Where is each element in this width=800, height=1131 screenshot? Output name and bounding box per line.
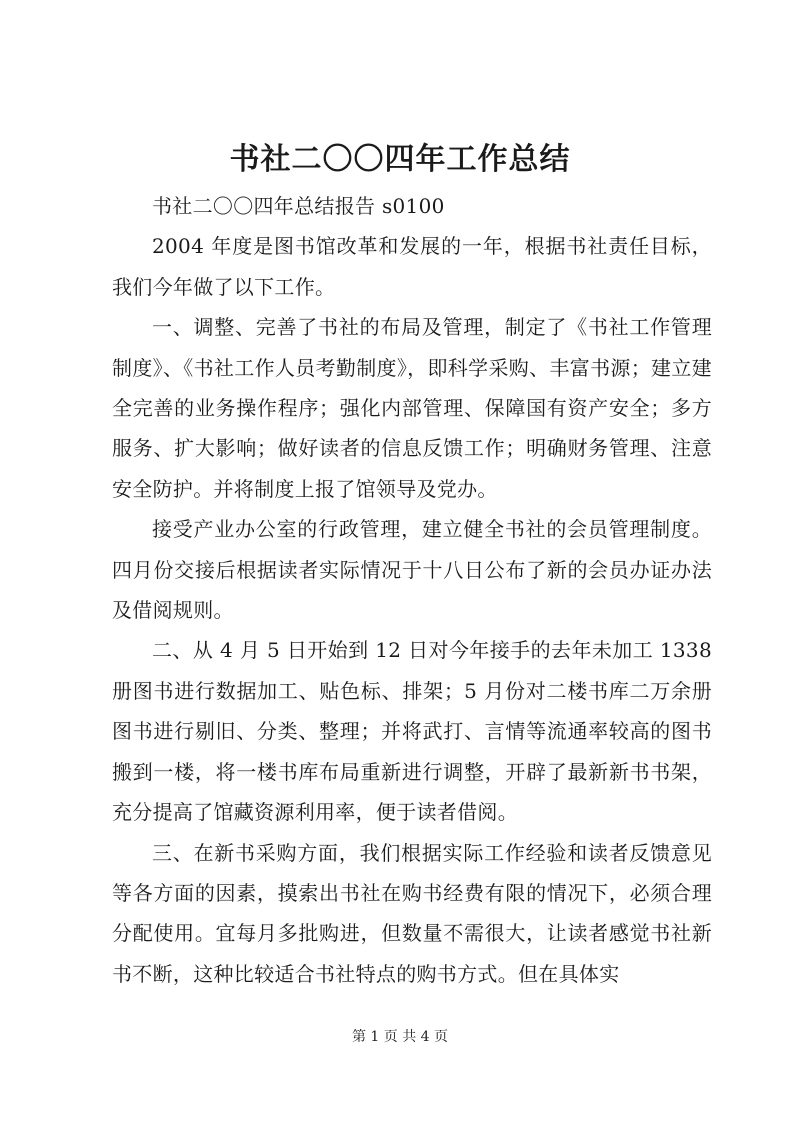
- paragraph-membership: 接受产业办公室的行政管理，建立健全书社的会员管理制度。四月份交接后根据读者实际情况于十八日公布了新的会员办证办法及借阅规则。: [112, 517, 712, 623]
- document-body: [112, 186, 712, 994]
- document-title: 书社二〇〇四年工作总结: [229, 142, 571, 177]
- paragraph-section-two: 二、从 4 月 5 日开始到 12 日对今年接手的去年未加工 1338 册图书进行数据加工、贴色标、排架；5 月份对二楼书库二万余册图书进行剔旧、分类、整理；并将武打、言情等流通率较高的图书搬到一楼，将一楼书库布局重新进行调整，开辟了最新新书书架，充分提高了馆藏资源利用率，便于读者借阅。: [112, 638, 712, 825]
- paragraph-section-one: 一、调整、完善了书社的布局及管理，制定了《书社工作管理制度》、《书社工作人员考勤制度》，即科学采购、丰富书源；建立建全完善的业务操作程序；强化内部管理、保障国有资产安全；多方服务、扩大影响；做好读者的信息反馈工作；明确财务管理、注意安全防护。并将制度上报了馆领导及党办。: [112, 315, 712, 501]
- paragraph-intro: 2004 年度是图书馆改革和发展的一年，根据书社责任目标，我们今年做了以下工作。: [112, 234, 712, 299]
- paragraph-report-subtitle: 书社二〇〇四年总结报告 s0100: [152, 194, 445, 218]
- paragraph-section-three: 三、在新书采购方面，我们根据实际工作经验和读者反馈意见等各方面的因素，摸索出书社在购书经费有限的情况下，必须合理分配使用。宜每月多批购进，但数量不需很大，让读者感觉书社新书不断，这种比较适合书社特点的购书方式。但在具体实: [112, 840, 712, 986]
- page-footer: 第 1 页 共 4 页: [351, 1029, 449, 1045]
